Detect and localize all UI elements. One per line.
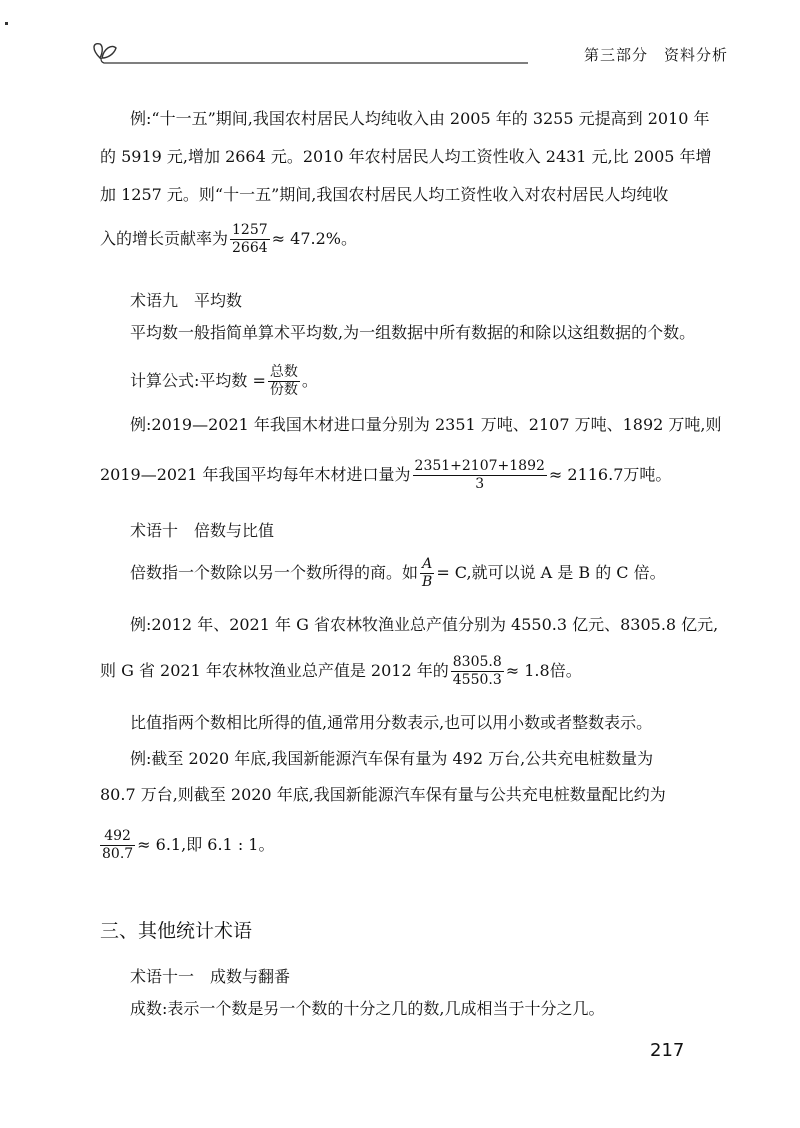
page-number: 217 — [650, 1040, 685, 1061]
scan-dot — [5, 22, 8, 25]
term10-ratio-definition: 比值指两个数相比所得的值,通常用分数表示,也可以用小数或者整数表示。 — [130, 713, 653, 732]
variable: A — [422, 556, 433, 572]
text-segment: = C,就可以说 A 是 B 的 C 倍。 — [436, 563, 666, 582]
text-segment: 2019—2021 年我国平均每年木材进口量为 — [100, 465, 411, 484]
numerator — [420, 556, 434, 574]
term10-example2-line1: 例:截至 2020 年底,我国新能源汽车保有量为 492 万台,公共充电桩数量为 — [130, 749, 654, 768]
term9-definition: 平均数一般指简单算术平均数,为一组数据中所有数据的和除以这组数据的个数。 — [130, 323, 696, 342]
term10-example1-line2 — [100, 654, 582, 689]
numerator: 492 — [100, 828, 135, 846]
term10-definition — [130, 556, 666, 591]
text-segment: ≈ 47.2%。 — [271, 229, 357, 248]
text-segment: 。 — [301, 371, 318, 390]
denominator — [420, 574, 434, 591]
term11-title: 术语十一 成数与翻番 — [130, 967, 291, 986]
numerator: 8305.8 — [452, 654, 502, 670]
text-segment: 计算公式:平均数 = — [130, 371, 266, 390]
fraction — [230, 222, 270, 257]
denominator: 份数 — [269, 382, 298, 398]
para1-line2: 的 5919 元,增加 2664 元。2010 年农村居民人均工资性收入 2431 元,比 2005 年增 — [100, 147, 712, 166]
running-header — [88, 36, 728, 76]
term9-formula — [130, 364, 318, 399]
denominator: 2664 — [232, 240, 268, 256]
fraction — [420, 556, 434, 591]
para1-line1: 例:“十一五”期间,我国农村居民人均纯收入由 2005 年的 3255 元提高到 2010 年 — [130, 109, 710, 128]
fraction — [268, 364, 300, 399]
text-segment: 入的增长贡献率为 — [100, 229, 229, 248]
section3-title: 三、其他统计术语 — [100, 920, 253, 942]
denominator: 4550.3 — [452, 672, 502, 688]
denominator: 80.7 — [102, 846, 134, 862]
fraction — [451, 654, 504, 689]
text-segment: 则 G 省 2021 年农林牧渔业总产值是 2012 年的 — [100, 661, 449, 680]
fraction — [413, 458, 547, 493]
para1-line3: 加 1257 元。则“十一五”期间,我国农村居民人均工资性收入对农村居民人均纯收 — [100, 185, 669, 204]
term11-definition: 成数:表示一个数是另一个数的十分之几的数,几成相当于十分之几。 — [130, 999, 605, 1018]
header-section-title: 第三部分 资料分析 — [578, 44, 728, 65]
para1-line4 — [100, 222, 357, 257]
numerator: 1257 — [232, 222, 268, 238]
variable: B — [422, 574, 433, 590]
term9-example-line2 — [100, 458, 671, 493]
fraction — [100, 828, 135, 863]
numerator: 总数 — [269, 364, 298, 380]
text-segment: ≈ 2116.7万吨。 — [548, 465, 672, 484]
text-segment: ≈ 1.8倍。 — [505, 661, 582, 680]
term10-example2-line3 — [100, 828, 274, 863]
numerator: 2351+2107+1892 — [414, 458, 545, 474]
term10-example1-line1: 例:2012 年、2021 年 G 省农林牧渔业总产值分别为 4550.3 亿元、8305.8 亿元, — [130, 615, 719, 634]
text-segment: 倍数指一个数除以另一个数所得的商。如 — [130, 563, 419, 582]
text-segment: ≈ 6.1,即 6.1 : 1。 — [137, 835, 275, 854]
term9-example-line1: 例:2019—2021 年我国木材进口量分别为 2351 万吨、2107 万吨、1892 万吨,则 — [130, 415, 722, 434]
denominator: 3 — [475, 476, 485, 492]
term10-title: 术语十 倍数与比值 — [130, 521, 275, 540]
term9-title: 术语九 平均数 — [130, 291, 243, 310]
term10-example2-line2: 80.7 万台,则截至 2020 年底,我国新能源汽车保有量与公共充电桩数量配比约为 — [100, 785, 666, 804]
